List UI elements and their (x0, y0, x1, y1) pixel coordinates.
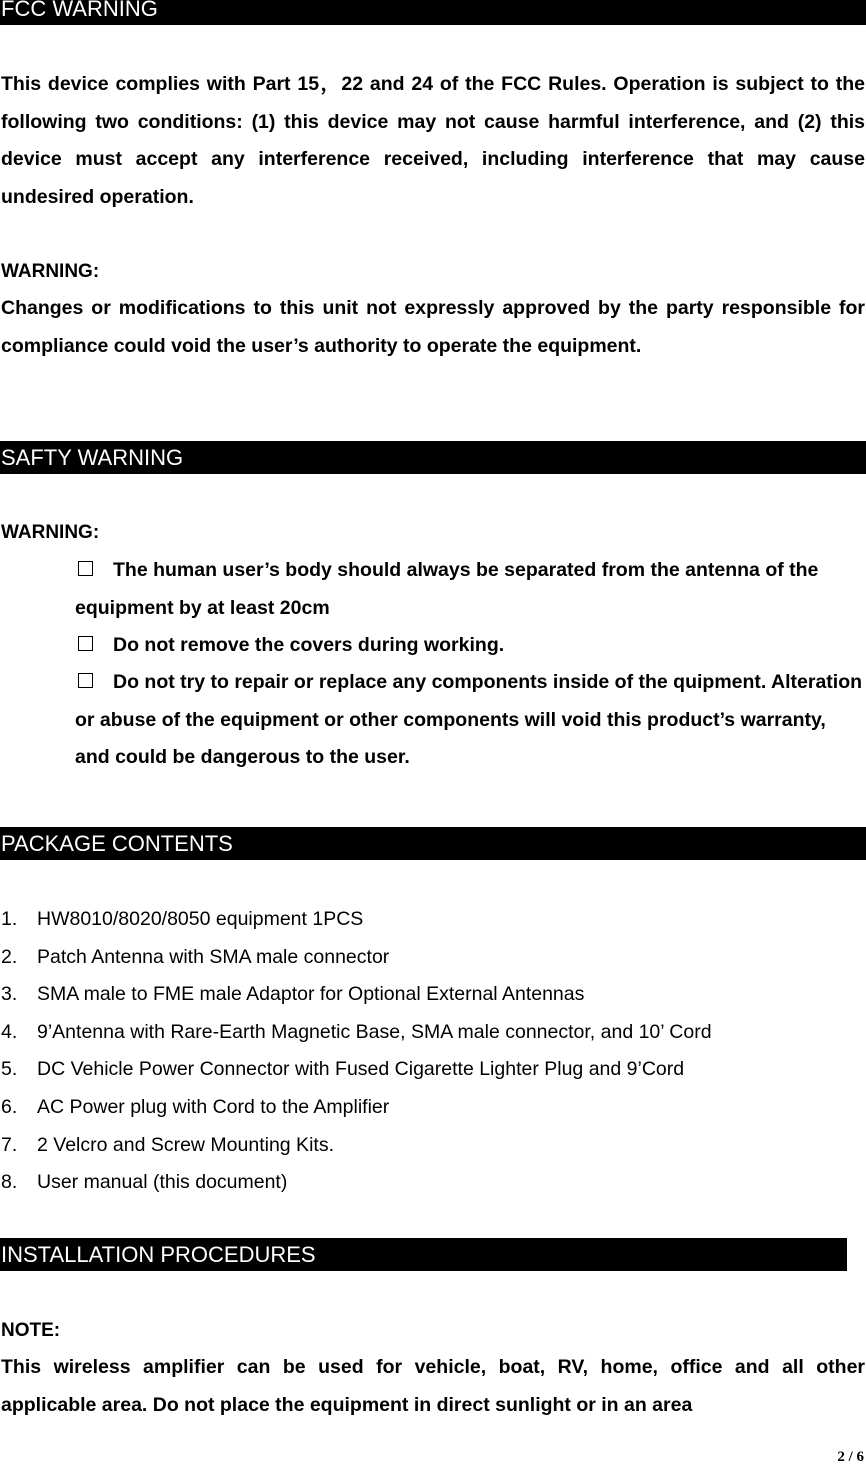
safety-warning-item (75, 552, 865, 627)
page-number: 2 / 6 (837, 1449, 864, 1465)
list-item-number: 2. (1, 945, 18, 968)
checkbox-icon (78, 561, 93, 576)
list-item-number: 1. (1, 908, 18, 930)
safety-warning-item-text: Do not try to repair or replace any components inside of the quipment. Alteration or abuse of the equipment or other components will void this product’s warranty, and could be dangerous to the user. (75, 671, 863, 768)
checkbox-icon (78, 636, 93, 651)
safety-warning-item (75, 664, 865, 777)
list-item-text: HW8010/8020/8050 equipment 1PCS (37, 908, 364, 930)
fcc-warning-text: Changes or modifications to this unit not expressly approved by the party responsible for compliance could void the user’s authority to operate the equipment. (1, 297, 865, 357)
list-item-number: 3. (1, 983, 18, 1006)
list-item-text: 9’Antenna with Rare-Earth Magnetic Base, SMA male connector, and 10’ Cord (37, 1020, 712, 1043)
installation-note-label: NOTE: (1, 1320, 61, 1341)
safety-warning-label: WARNING: (1, 522, 100, 543)
list-item (0, 1014, 866, 1052)
section-heading-installation-procedures: INSTALLATION PROCEDURES (0, 1238, 847, 1271)
list-item-number: 8. (1, 1171, 18, 1194)
fcc-warning-label: WARNING: (1, 261, 100, 282)
section-heading-safety-warning: SAFTY WARNING (0, 441, 866, 474)
section-heading-package-contents: PACKAGE CONTENTS (0, 827, 866, 860)
list-item (0, 1127, 866, 1165)
fcc-compliance-paragraph: This device complies with Part 15，22 and 24 of the FCC Rules. Operation is subject to the following two conditions: (1) this device may not cause harmful interference, and (2) this device must accept any interference received, including interference that may cause undesired operation. (1, 73, 865, 208)
list-item-text: 2 Velcro and Screw Mounting Kits. (37, 1133, 334, 1156)
list-item (0, 901, 866, 939)
list-item (0, 1164, 866, 1202)
list-item-text: User manual (this document) (37, 1171, 288, 1194)
list-item-number: 5. (1, 1058, 18, 1081)
list-item-text: Patch Antenna with SMA male connector (37, 945, 390, 968)
safety-warning-item-text: The human user’s body should always be separated from the antenna of the equipment by at least 20cm (75, 559, 819, 619)
list-item-text: AC Power plug with Cord to the Amplifier (37, 1095, 390, 1118)
package-contents-list (0, 901, 866, 1202)
safety-warning-item (75, 627, 865, 665)
installation-note-text: This wireless amplifier can be used for vehicle, boat, RV, home, office and all other applicable area. Do not place the equipment in direct sunlight or in an area (1, 1356, 865, 1416)
list-item-number: 6. (1, 1095, 18, 1118)
list-item-text: DC Vehicle Power Connector with Fused Cigarette Lighter Plug and 9’Cord (37, 1058, 685, 1081)
checkbox-icon (78, 673, 93, 688)
safety-warning-item-text: Do not remove the covers during working. (113, 634, 505, 656)
list-item (0, 1051, 866, 1089)
list-item-number: 7. (1, 1133, 18, 1156)
list-item-number: 4. (1, 1020, 18, 1043)
section-heading-fcc-warning: FCC WARNING (0, 0, 866, 25)
list-item (0, 976, 866, 1014)
list-item-text: SMA male to FME male Adaptor for Optional External Antennas (37, 983, 585, 1006)
list-item (0, 1089, 866, 1127)
list-item (0, 939, 866, 977)
